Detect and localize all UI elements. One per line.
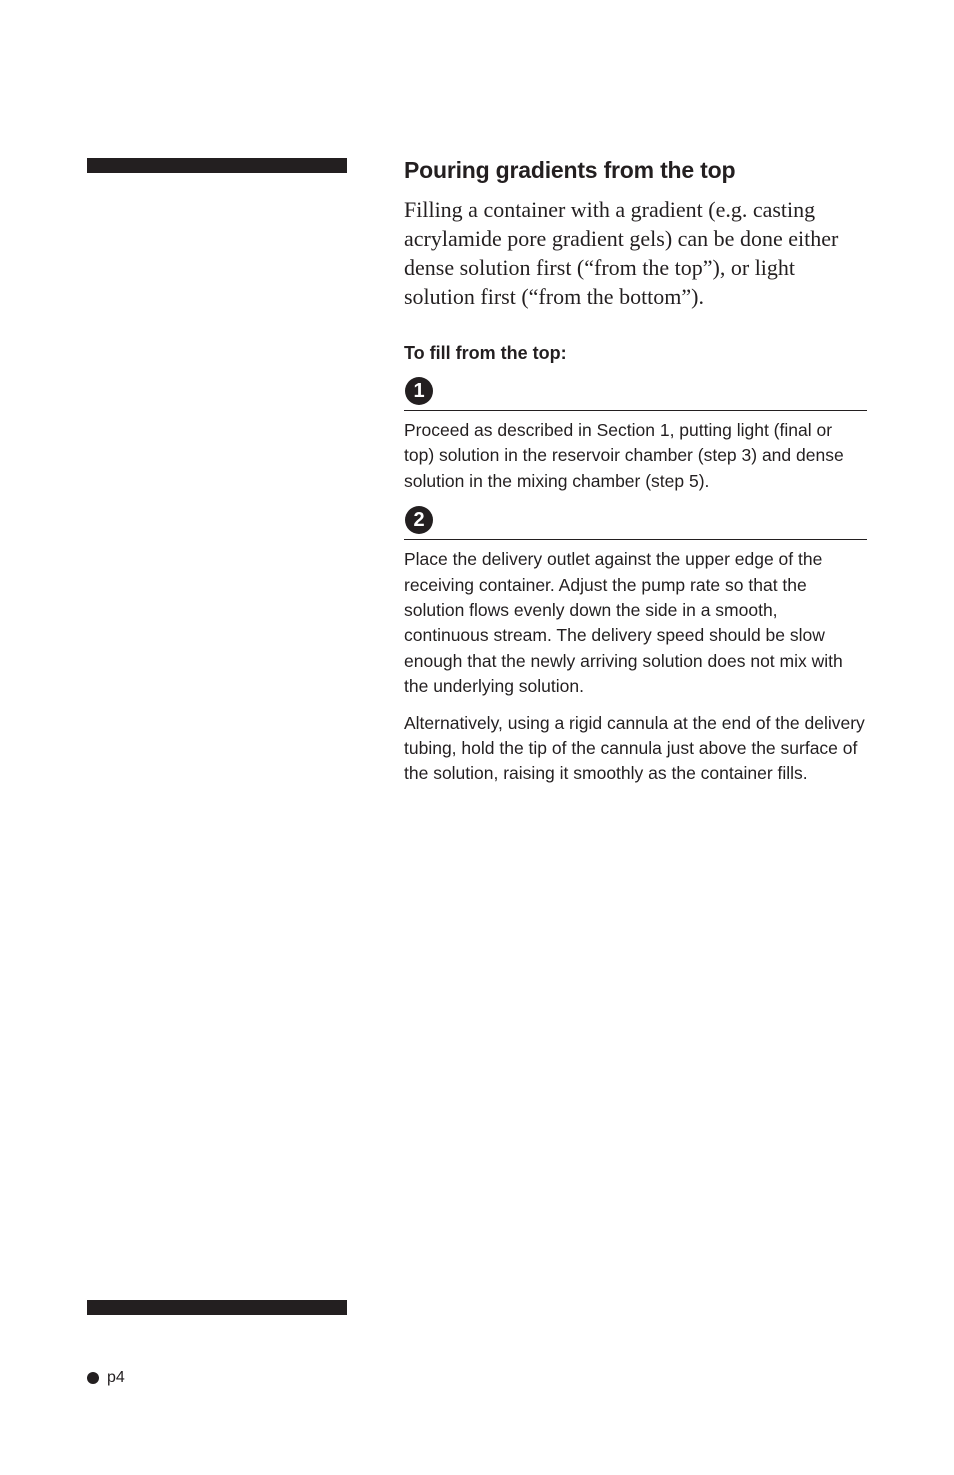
step-number-2-badge: 2	[405, 506, 433, 534]
bullet-icon	[87, 1372, 99, 1384]
step-2	[404, 504, 867, 787]
step-1-header	[404, 375, 867, 411]
procedure-heading: To fill from the top:	[404, 343, 567, 363]
top-divider-bar	[87, 158, 347, 173]
step-2-text: Place the delivery outlet against the upper edge of the receiving container. Adjust the pump rate so that the solution flows evenly down the side in a smooth, continuous stream. The delivery speed should be slow enough that the newly arriving solution does not mix with the underlying solution.	[404, 549, 843, 697]
section-title: Pouring gradients from the top	[404, 157, 736, 183]
step-2-header	[404, 504, 867, 540]
step-1	[404, 375, 867, 494]
step-2-alternative-text: Alternatively, using a rigid cannula at the end of the delivery tubing, hold the tip of the cannula just above the surface of the solution, raising it smoothly as the container fills.	[404, 712, 865, 784]
main-content	[404, 154, 867, 787]
page-number: p4	[107, 1369, 125, 1386]
intro-paragraph: Filling a container with a gradient (e.g. casting acrylamide pore gradient gels) can be done either dense solution first (“from the top”), or light solution first (“from the bottom”).	[404, 197, 839, 309]
bottom-divider-bar	[87, 1300, 347, 1315]
step-1-text: Proceed as described in Section 1, putting light (final or top) solution in the reservoir chamber (step 3) and dense solution in the mixing chamber (step 5).	[404, 420, 844, 491]
page-footer	[87, 1368, 125, 1388]
step-number-1-badge: 1	[405, 377, 433, 405]
